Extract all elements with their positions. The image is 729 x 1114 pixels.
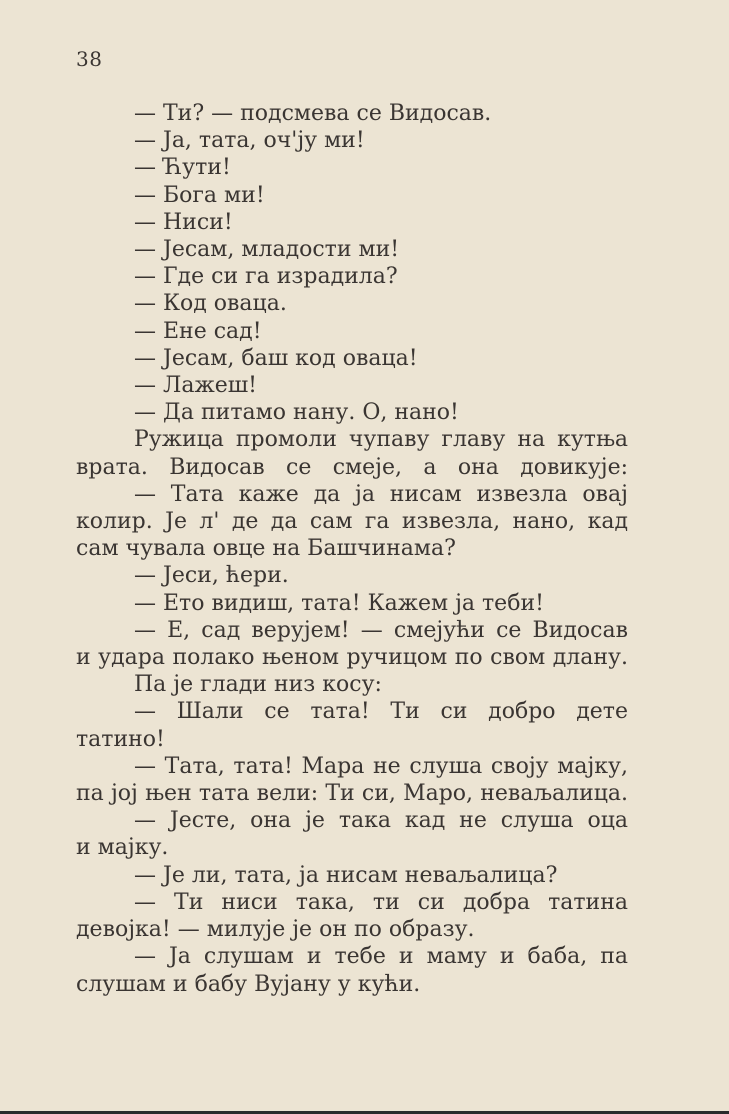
text-line: врата. Видосав се смеје, а она довикује: [76,454,628,480]
text-line: — Тата, тата! Мара не слуша своју мајку, [134,753,628,779]
text-line: па јој њен тата вели: Ти си, Маро, неваљалица. [76,781,628,807]
page-number: 38 [76,47,103,71]
text-line: сам чувала овце на Башчинама? [76,536,456,562]
text-line: — Е, сад верујем! — смејући се Видосав [134,617,628,643]
text-line: — Јесам, младости ми! [134,237,400,263]
text-line: — Ниси! [134,209,233,235]
text-line: — Јеси, ћери. [134,563,289,589]
text-line: — Ти? — подсмева се Видосав. [134,101,492,126]
text-line: — Ја, тата, оч'ју ми! [134,128,365,154]
text-line: — Шали се тата! Ти си добро дете [134,699,628,725]
text-line: — Лажеш! [134,373,258,399]
text-line: — Ја слушам и тебе и маму и баба, па [134,944,628,970]
text-line: Ружица промоли чупаву главу на кутња [134,427,628,453]
page-text [76,100,628,998]
text-line: колир. Је л' де да сам га извезла, нано, кад [76,509,628,535]
text-line: и удара полако њеном ручицом по свом длану. [76,645,628,671]
text-line: — Ти ниси така, ти си добра татина [134,889,628,915]
text-line: — Ето видиш, тата! Кажем ја теби! [134,590,544,616]
text-line: и мајку. [76,835,169,861]
text-line: татино! [76,726,165,752]
text-line: Па је глади низ косу: [134,672,382,698]
text-line: — Ћути! [134,155,231,181]
text-line: — Где си га израдила? [134,264,398,290]
text-line: — Да питамо нану. О, нано! [134,400,459,426]
text-line: — Јесте, она је така кад не слуша оца [134,808,628,834]
text-line: слушам и бабу Вујану у кући. [76,971,421,997]
text-line: — Бога ми! [134,182,265,208]
text-line: — Ене сад! [134,318,262,344]
text-line: — Код оваца. [134,291,287,317]
text-line: — Јесам, баш код оваца! [134,345,418,371]
text-line: девојка! — милује је он по образу. [76,917,475,943]
text-line: — Је ли, тата, ја нисам неваљалица? [134,862,558,888]
text-line: — Тата каже да ја нисам извезла овај [134,481,628,507]
